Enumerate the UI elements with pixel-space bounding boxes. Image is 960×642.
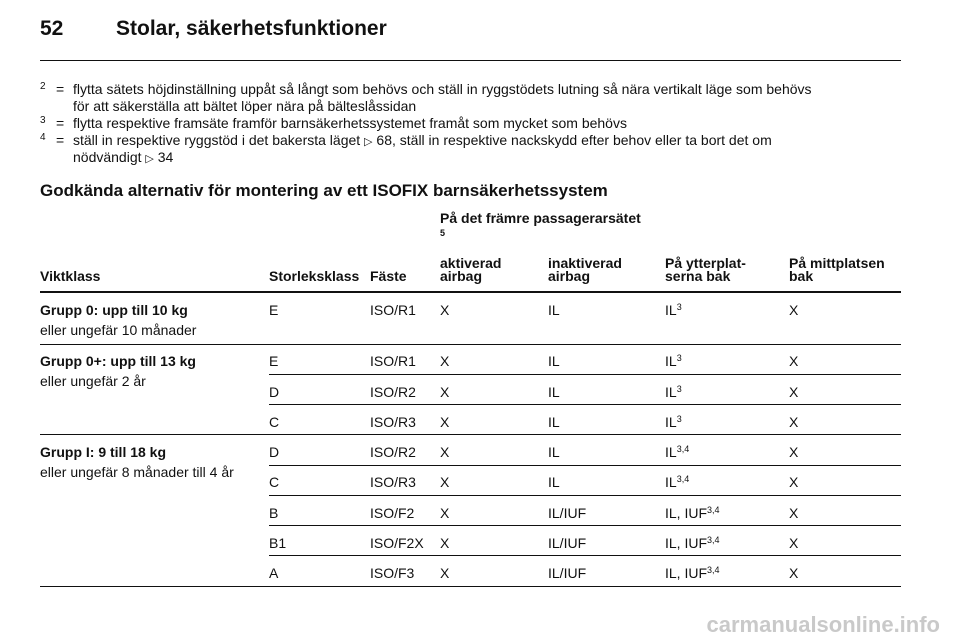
header-line: På mittplatsen [789, 255, 885, 271]
cell-outer [665, 535, 720, 551]
header-line: airbag [548, 268, 591, 284]
cell-outer [665, 414, 682, 430]
group-header-note: 5 [440, 228, 446, 238]
cell-outer [665, 302, 682, 318]
footnote-text: nödvändigt [73, 149, 146, 165]
cell-outer [665, 565, 720, 581]
watermark: carmanualsonline.info [706, 612, 940, 637]
row-divider [269, 555, 901, 556]
table-bottom-rule [40, 586, 901, 587]
page-header [40, 17, 387, 41]
group-label [40, 444, 234, 480]
col-mittplatsen-bak [789, 257, 885, 283]
cell-outer-text: IL [665, 444, 677, 460]
header-line: aktiverad [440, 255, 502, 271]
cell-inactive-airbag: IL [548, 384, 560, 400]
group-desc: eller ungefär 10 månader [40, 322, 197, 338]
cell-active-airbag: X [440, 505, 450, 521]
group-header-text: På det främre passagerarsätet [440, 210, 641, 226]
cell-outer-note: 3,4 [676, 444, 690, 454]
cell-outer-text: IL [665, 302, 677, 318]
cell-inactive-airbag: IL [548, 302, 560, 318]
cell-outer [665, 444, 689, 460]
col-inaktiverad-airbag [548, 257, 622, 283]
cell-mount: ISO/F3 [370, 565, 415, 581]
cell-outer-note: 3 [676, 302, 682, 312]
cell-size: A [269, 565, 279, 581]
cell-outer-text: IL [665, 384, 677, 400]
cell-outer-note: 3,4 [707, 535, 720, 545]
footnote-text: för att säkerställa att bältet löper nära på bälteslåssidan [73, 98, 417, 114]
col-aktiverad-airbag [440, 257, 501, 283]
cell-inactive-airbag: IL [548, 444, 560, 460]
cell-outer-text: IL [665, 474, 677, 490]
page-reference-icon: ▷ [145, 153, 154, 165]
group-name: Grupp 0: upp till 10 kg [40, 302, 188, 318]
cell-size: D [269, 444, 280, 460]
footnote-text: flytta respektive framsäte framför barnsäkerhetssystemet framåt som mycket som behövs [73, 115, 627, 131]
cell-outer-text: IL, IUF [665, 505, 708, 521]
header-line: bak [789, 268, 814, 284]
col-storleksklass: Storleksklass [269, 268, 360, 284]
group-name: Grupp I: 9 till 18 kg [40, 444, 167, 460]
group-desc: eller ungefär 8 månader till 4 år [40, 464, 234, 480]
footnote-text: , ställ in respektive nackskydd efter behov eller ta bort det om [391, 132, 772, 148]
cell-outer-note: 3 [676, 384, 682, 394]
page-reference[interactable]: 34 [157, 149, 174, 165]
cell-middle: X [789, 384, 799, 400]
cell-active-airbag: X [440, 302, 450, 318]
cell-active-airbag: X [440, 384, 450, 400]
footnote-equals: = [56, 81, 65, 97]
cell-mount: ISO/R2 [370, 384, 416, 400]
cell-mount: ISO/R2 [370, 444, 416, 460]
cell-middle: X [789, 474, 799, 490]
col-ytterplatserna-bak [665, 257, 746, 283]
group-name: Grupp 0+: upp till 13 kg [40, 353, 196, 369]
page-number: 52 [40, 17, 64, 40]
cell-outer-note: 3 [676, 414, 682, 424]
col-viktklass: Viktklass [40, 268, 101, 284]
cell-active-airbag: X [440, 474, 450, 490]
cell-size: E [269, 353, 279, 369]
cell-outer-text: IL, IUF [665, 565, 708, 581]
cell-outer [665, 353, 682, 369]
cell-active-airbag: X [440, 565, 450, 581]
cell-size: B1 [269, 535, 287, 551]
cell-size: C [269, 414, 280, 430]
footnote-equals: = [56, 115, 65, 131]
footnote-text: ställ in respektive ryggstöd i det bakersta läget [73, 132, 365, 148]
cell-mount: ISO/R1 [370, 353, 416, 369]
section-title: Godkända alternativ för montering av ett ISOFIX barnsäkerhetssystem [40, 181, 608, 200]
row-divider [269, 465, 901, 466]
cell-outer-text: IL, IUF [665, 535, 708, 551]
cell-inactive-airbag: IL/IUF [548, 565, 587, 581]
footnote-number: 3 [40, 115, 46, 126]
cell-outer [665, 474, 689, 490]
cell-middle: X [789, 302, 799, 318]
cell-outer-note: 3,4 [676, 474, 690, 484]
cell-mount: ISO/R3 [370, 474, 416, 490]
group-desc: eller ungefär 2 år [40, 373, 146, 389]
cell-inactive-airbag: IL [548, 474, 560, 490]
cell-active-airbag: X [440, 444, 450, 460]
cell-outer-note: 3,4 [707, 505, 720, 515]
col-faste: Fäste [370, 268, 407, 284]
footnote-equals: = [56, 132, 65, 148]
footnote-number: 4 [40, 132, 46, 143]
cell-outer [665, 505, 720, 521]
page-reference[interactable]: 68 [376, 132, 392, 148]
cell-inactive-airbag: IL [548, 353, 560, 369]
cell-inactive-airbag: IL/IUF [548, 505, 587, 521]
header-line: serna bak [665, 268, 731, 284]
page-title: Stolar, säkerhetsfunktioner [116, 17, 387, 40]
cell-outer [665, 384, 682, 400]
cell-size: B [269, 505, 279, 521]
row-divider [40, 344, 901, 345]
cell-size: C [269, 474, 280, 490]
row-divider [40, 434, 901, 435]
cell-size: E [269, 302, 279, 318]
cell-middle: X [789, 535, 799, 551]
cell-active-airbag: X [440, 535, 450, 551]
cell-outer-note: 3 [676, 353, 682, 363]
footnote-text: flytta sätets höjdinställning uppåt så långt som behövs och ställ in ryggstödets lutning så nära vertikalt läge som behövs [73, 81, 812, 97]
cell-inactive-airbag: IL [548, 414, 560, 430]
row-divider [269, 374, 901, 375]
cell-mount: ISO/R3 [370, 414, 416, 430]
cell-inactive-airbag: IL/IUF [548, 535, 587, 551]
header-line: På ytterplat- [665, 255, 746, 271]
header-line: inaktiverad [548, 255, 622, 271]
table-header-divider [40, 291, 901, 293]
group-label [40, 353, 196, 389]
cell-middle: X [789, 444, 799, 460]
cell-middle: X [789, 353, 799, 369]
footnote-number: 2 [40, 81, 46, 92]
header-divider [40, 60, 901, 61]
cell-middle: X [789, 505, 799, 521]
cell-outer-text: IL [665, 353, 677, 369]
cell-size: D [269, 384, 280, 400]
cell-mount: ISO/F2X [370, 535, 424, 551]
cell-mount: ISO/F2 [370, 505, 415, 521]
cell-outer-note: 3,4 [707, 565, 720, 575]
row-divider [269, 525, 901, 526]
cell-middle: X [789, 414, 799, 430]
cell-mount: ISO/R1 [370, 302, 416, 318]
header-line: airbag [440, 268, 483, 284]
group-header [440, 212, 641, 240]
row-divider [269, 404, 901, 405]
page-reference-icon: ▷ [364, 136, 373, 148]
group-label [40, 302, 196, 338]
cell-active-airbag: X [440, 414, 450, 430]
cell-active-airbag: X [440, 353, 450, 369]
cell-middle: X [789, 565, 799, 581]
cell-outer-text: IL [665, 414, 677, 430]
row-divider [269, 495, 901, 496]
